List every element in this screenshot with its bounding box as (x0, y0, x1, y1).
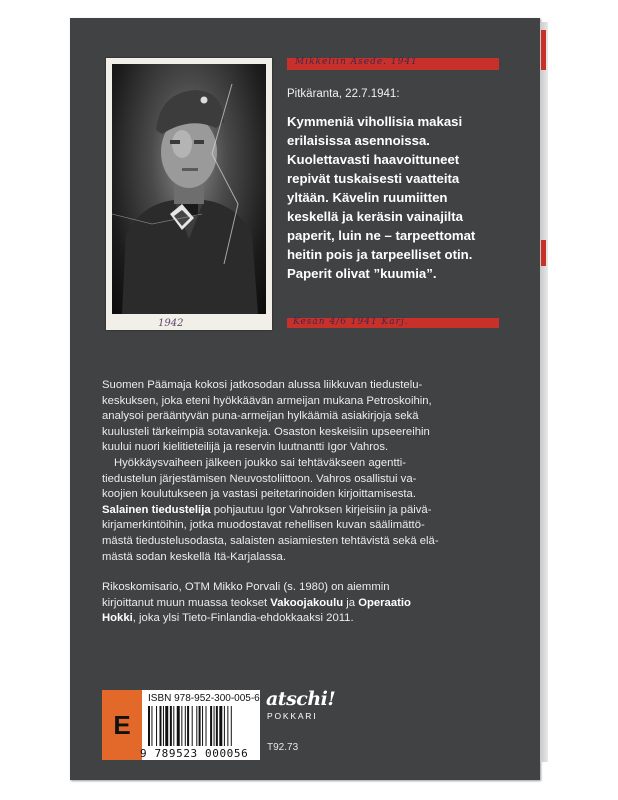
category-letter: E (113, 710, 131, 740)
diary-quote (287, 112, 517, 283)
quote-place-date: Pitkäranta, 22.7.1941: (287, 88, 400, 100)
photo-image (112, 64, 266, 314)
handwritten-red-strip-top (287, 58, 499, 70)
quote-line: keskellä ja keräsin vainajilta (287, 209, 463, 224)
handwritten-note-bottom: Kesän 4/6 1941 Karj. (293, 317, 409, 327)
blurb-text-fragment: pohjautuu Igor Vahroksen kirjeisiin ja päivä- (210, 503, 432, 516)
blurb-line: kuulusteli tärkeimpiä sotavankeja. Osaston keskeisiin upseereihin (102, 425, 430, 438)
blurb-line: kuului nuori kielitieteilijä ja reservin luutnantti Igor Vahros. (102, 441, 389, 454)
spine-red-mark (541, 240, 546, 266)
previous-book-title: Hokki (102, 612, 133, 625)
quote-line: Kymmeniä vihollisia makasi (287, 114, 463, 129)
publisher-imprint: POKKARI (267, 711, 318, 721)
blurb-line: kirjamerkintöihin, jotka muodostavat rehellisen kuvan säälimättö- (102, 519, 425, 532)
author-bio (102, 580, 522, 627)
quote-line: erilaisissa asennoissa. (287, 133, 430, 148)
handwritten-red-strip-bottom (287, 318, 499, 328)
category-label (102, 690, 142, 760)
quote-line: Kuolettavasti haavoittuneet (287, 152, 460, 167)
isbn-barcode-box (102, 690, 260, 760)
blurb-line: tiedustelun järjestämisen Neuvostoliittoon. Vahros osallistui va- (102, 472, 417, 485)
blurb-paragraph-2 (102, 456, 522, 565)
previous-book-title: Vakoojakoulu (270, 596, 344, 609)
blurb-paragraph-1 (102, 378, 522, 456)
blurb-line: keskuksen, joka eteni hyökkäävän armeijan mukana Petroskoihin, (102, 394, 432, 407)
blurb-text-fragment: ja (343, 596, 359, 609)
blurb-line (102, 596, 522, 612)
blurb-text-fragment: kirjoittanut muun muassa teokset (102, 596, 271, 609)
publisher-logo: atschi! (266, 688, 336, 710)
barcode-digits: 9 789523 000056 (140, 747, 249, 760)
quote-line: heitin pois ja tarpeelliset otin. (287, 247, 473, 262)
blurb-text (102, 378, 522, 627)
blurb-line (102, 503, 522, 519)
blurb-line: Rikoskomisario, OTM Mikko Porvali (s. 1980) on aiemmin (102, 581, 390, 594)
quote-line: repivät tuskaisesti vaatteita (287, 171, 460, 186)
book-title: Salainen tiedustelija (102, 503, 211, 516)
quote-line: paperit, luin ne – tarpeettomat (287, 228, 476, 243)
blurb-line: analysoi perääntyvän puna-armeijan hylkäämiä asiakirjoja sekä (102, 410, 419, 423)
blurb-line: mästä tiedustelusodasta, salaisten asiamiesten tehtävistä sekä elä- (102, 534, 439, 547)
photo-handwritten-year: 1942 (158, 318, 184, 329)
isbn-number: ISBN 978-952-300-005-6 (148, 693, 260, 704)
quote-line: yltään. Kävelin ruumiitten (287, 190, 448, 205)
blurb-line: Suomen Päämaja kokosi jatkosodan alussa liikkuvan tiedustelu- (102, 379, 423, 391)
soldier-portrait-illustration (112, 64, 266, 314)
blurb-text-fragment: , joka ylsi Tieto-Finlandia-ehdokkaaksi 2011. (132, 612, 354, 625)
previous-book-title: Operaatio (358, 596, 411, 609)
blurb-line: Hyökkäysvaiheen jälkeen joukko sai tehtäväkseen agentti- (114, 456, 407, 469)
barcode-icon (148, 706, 256, 746)
handwritten-note-top: Mikkeliin Asede. 1941 (295, 57, 418, 67)
spine-red-mark (541, 30, 546, 70)
blurb-line: mästä sodan keskellä Itä-Karjalassa. (102, 550, 286, 563)
soldier-photograph (106, 58, 272, 330)
blurb-line: koojien koulutukseen ja vastasi peitetarinoiden kirjoittamisesta. (102, 488, 416, 501)
quote-line: Paperit olivat ”kuumia”. (287, 266, 437, 281)
book-spine-edge (540, 22, 548, 762)
blurb-line (102, 611, 522, 627)
price-code: T92.73 (267, 742, 299, 753)
